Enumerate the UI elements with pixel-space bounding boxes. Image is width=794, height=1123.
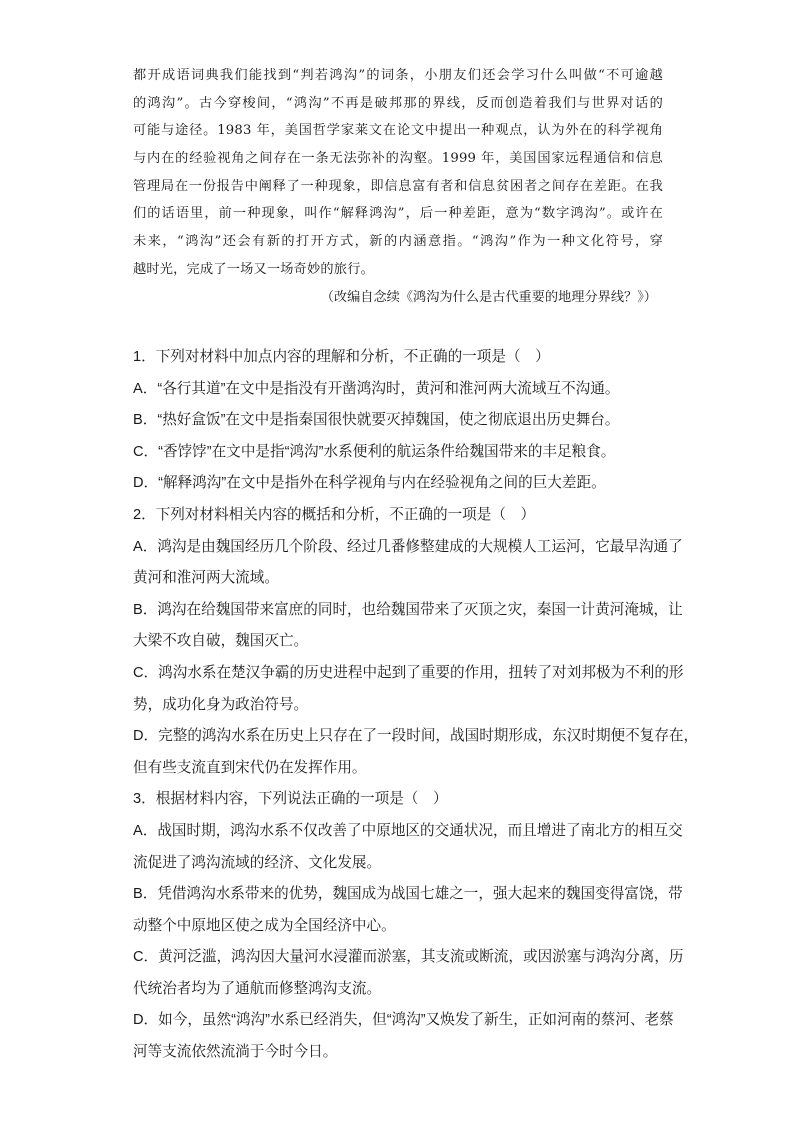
passage-line: 都开成语词典我们能找到“判若鸿沟”的词条，小朋友们还会学习什么叫做“不可逾越	[133, 68, 663, 83]
question-list	[133, 342, 699, 1069]
reading-passage	[133, 62, 663, 311]
question-2-option-d: D．完整的鸿沟水系在历史上只存在了一段时间，战国时期形成，东汉时期便不复存在，	[133, 728, 699, 745]
passage-line: 的鸿沟”。古今穿梭间，“鸿沟”不再是破邦那的界线，反而创造着我们与世界对话的	[133, 95, 663, 111]
question-2-option-b-cont: 大梁不攻自破，魏国灭亡。	[133, 633, 309, 650]
question-3-option-a: A．战国时期，鸿沟水系不仅改善了中原地区的交通状况，而且增进了南北方的相互交	[133, 822, 683, 839]
passage-line: 未来，“鸿沟”还会有新的打开方式，新的内涵意指。“鸿沟”作为一种文化符号，穿	[133, 234, 663, 250]
question-3-option-d: D．如今，虽然“鸿沟”水系已经消失，但“鸿沟”又焕发了新生，正如河南的蔡河、老蔡	[133, 1012, 674, 1029]
question-2-option-c-cont: 势，成功化身为政治符号。	[133, 696, 309, 713]
question-1-stem: 1．下列对材料中加点内容的理解和分析，不正确的一项是（ ）	[133, 349, 550, 365]
question-3-option-c-cont: 代统治者均为了通航而修整鸿沟支流。	[133, 980, 382, 997]
passage-line: 与内在的经验视角之间存在一条无法弥补的沟壑。1999 年，美国国家远程通信和信息	[133, 151, 663, 167]
question-1-option-c: C．“香饽饽”在文中是指“鸿沟”水系便利的航运条件给魏国带来的丰足粮食。	[133, 443, 616, 460]
question-2-option-b: B．鸿沟在给魏国带来富庶的同时，也给魏国带来了灭顶之灾，秦国一计黄河淹城，让	[133, 601, 683, 618]
question-1-option-d: D．“解释鸿沟”在文中是指外在科学视角与内在经验视角之间的巨大差距。	[133, 475, 606, 492]
question-1-option-a: A．“各行其道”在文中是指没有开凿鸿沟时，黄河和淮河两大流域互不沟通。	[133, 380, 620, 397]
question-2-option-d-cont: 但有些支流直到宋代仍在发挥作用。	[133, 759, 367, 776]
question-2-option-c: C．鸿沟水系在楚汉争霸的历史进程中起到了重要的作用，扭转了对刘邦极为不利的形	[133, 664, 684, 681]
question-2-option-a-cont: 黄河和淮河两大流域。	[133, 570, 279, 587]
passage-source: （改编自念续《鸿沟为什么是古代重要的地理分界线？》）	[320, 289, 657, 305]
question-3-option-a-cont: 流促进了鸿沟流域的经济、文化发展。	[133, 854, 382, 871]
passage-line: 管理局在一份报告中阐释了一种现象，即信息富有者和信息贫困者之间存在差距。在我	[133, 178, 663, 194]
question-1-option-b: B．“热好盒饭”在文中是指秦国很快就要灭掉魏国，使之彻底退出历史舞台。	[133, 412, 620, 429]
question-3-option-b: B．凭借鸿沟水系带来的优势，魏国成为战国七雄之一，强大起来的魏国变得富饶，带	[133, 886, 683, 903]
question-3-stem: 3．根据材料内容，下列说法正确的一项是（ ）	[133, 791, 448, 808]
passage-line: 越时光，完成了一场又一场奇妙的旅行。	[133, 261, 374, 277]
question-3-option-c: C．黄河泛滥，鸿沟因大量河水浸灌而淤塞，其支流或断流，或因淤塞与鸿沟分离，历	[133, 949, 684, 966]
question-2-stem: 2．下列对材料相关内容的概括和分析，不正确的一项是（ ）	[133, 506, 536, 523]
passage-line: 可能与途径。1983 年，美国哲学家莱文在论文中提出一种观点，认为外在的科学视角	[133, 123, 663, 139]
passage-line: 们的话语里，前一种现象，叫作“解释鸿沟”，后一种差距，意为“数字鸿沟”。或许在	[133, 206, 663, 222]
question-2-option-a: A．鸿沟是由魏国经历几个阶段、经过几番修整建成的大规模人工运河，它最早沟通了	[133, 538, 683, 555]
question-3-option-d-cont: 河等支流依然流淌于今时今日。	[133, 1044, 338, 1061]
question-3-option-b-cont: 动整个中原地区使之成为全国经济中心。	[133, 917, 396, 934]
